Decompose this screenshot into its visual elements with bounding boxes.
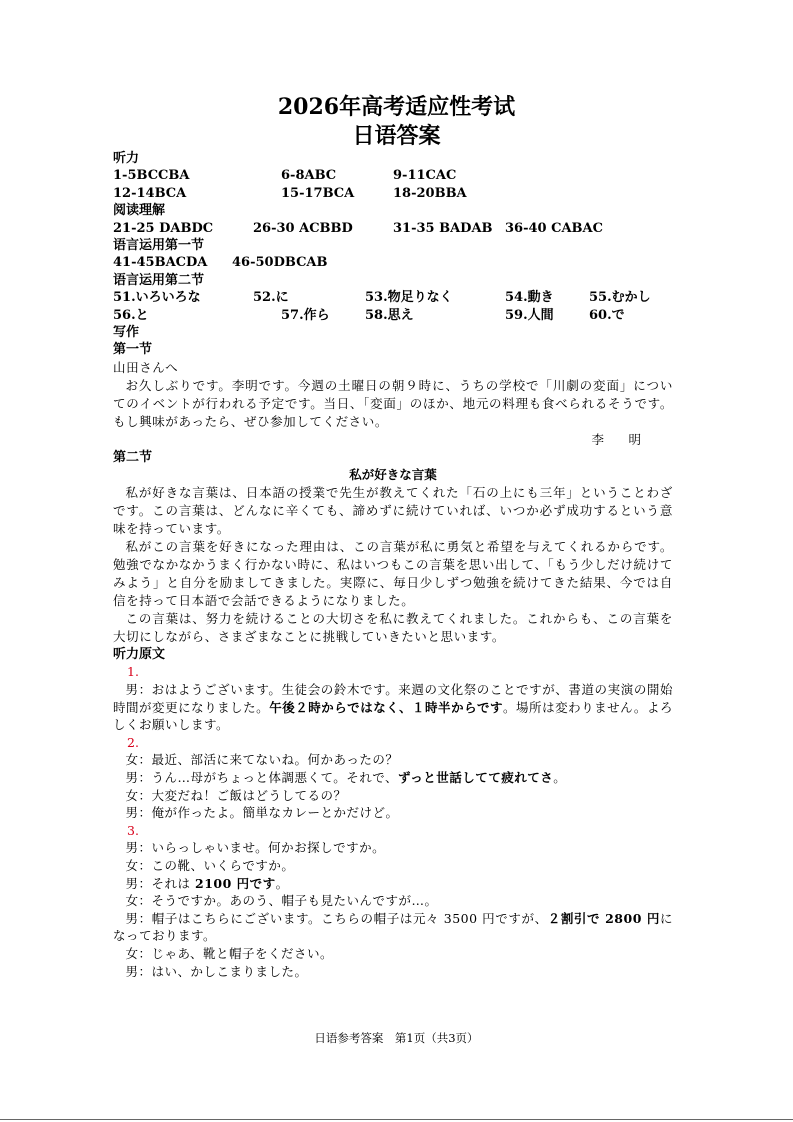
answer-cell: 26-30 ACBBD (253, 220, 353, 236)
essay-paragraph: この言葉は、努力を続けることの大切さを私に教えてくれました。これからも、この言葉を大切にしながら、さまざまなことに挑戦していきたいと思います。 (113, 611, 673, 645)
dialogue-line: 男：はい、かしこまりました。 (125, 963, 308, 979)
reading-heading: 阅读理解 (113, 203, 166, 219)
answer-cell: 21-25 DABDC (113, 220, 214, 236)
answer-cell: 6-8ABC (281, 168, 337, 184)
answer-cell: 53.物足りなく (365, 290, 453, 306)
answer-cell: 56.と (113, 307, 149, 323)
dialogue-text: 男：それは (125, 875, 191, 891)
essay-paragraph: 私がこの言葉を好きになった理由は、この言葉が私に勇気と希望を与えてくれるからです。勉強でなかなかうまく行かない時に、私はいつもこの言葉を思い出して、「もう少しだけ続けてみよう」と自分を励ましてきました。実際に、毎日少しずつ勉強を続けてきた結果、今では自信を持って日本語で会話できるようになりました。 (113, 539, 673, 609)
dialogue-line: 女：最近、部活に来てないね。何かあったの？ (125, 752, 399, 768)
answer-cell: 41-45BACDA (113, 255, 208, 271)
answer-cell: 12-14BCA (113, 185, 187, 201)
dialogue-text: 男：帽子はこちらにございます。こちらの帽子は元々 3500 円ですが、 (125, 910, 548, 926)
dialogue-key-point: ずっと世話してて疲れてさ (398, 770, 554, 786)
exam-title: 2026年高考适应性考试 (277, 94, 516, 120)
answer-row (113, 167, 673, 184)
answer-row (113, 220, 673, 237)
answer-cell: 54.動き (505, 290, 554, 306)
dialogue-text: 。場所は変わりません。よろしくお願いします。 (113, 699, 673, 733)
question-number: 2. (127, 734, 139, 750)
listening-heading: 听力 (113, 151, 140, 166)
answer-cell: 58.思え (365, 307, 414, 323)
dialogue-text: になっております。 (113, 910, 673, 944)
dialogue-key-point: ２割引で 2800 円 (547, 910, 660, 926)
essay-paragraph: 私が好きな言葉は、日本語の授業で先生が教えてくれた「石の上にも三年」ということわざです。この言葉は、どんなに辛くても、諦めずに続けていれば、いつか必ず成功するという意味を持っています。 (113, 485, 673, 537)
answer-cell: 31-35 BADAB (393, 220, 493, 236)
answer-cell: 36-40 CABAC (505, 220, 603, 236)
letter-body: お久しぶりです。李明です。今週の土曜日の朝９時に、うちの学校で「川劇の変面」についてのイベントが行われる予定です。当日、「変面」のほか、地元の料理も食べられるそうです。もし興味があったら、ぜひ参加してください。 (113, 377, 673, 429)
answer-cell: 52.に (253, 290, 289, 306)
dialogue-line: 女：じゃあ、靴と帽子をください。 (125, 945, 334, 961)
answer-cell: 18-20BBA (393, 185, 467, 201)
usage1-heading: 语言运用第一节 (113, 237, 205, 253)
dialogue-text: 。 (553, 770, 567, 786)
writing-heading: 写作 (113, 324, 140, 340)
dialogue-line (113, 769, 673, 787)
essay-title: 私が好きな言葉 (349, 467, 437, 483)
exam-subtitle: 日语答案 (352, 123, 441, 149)
page-footer: 日语参考答案 第1页（共3页） (314, 1031, 479, 1045)
answer-row (113, 307, 673, 324)
answer-cell: 59.人間 (505, 307, 554, 323)
writing-part2-heading: 第二节 (113, 449, 153, 465)
dialogue-text: 男：うん…母がちょっと体調悪くて。それで、 (125, 770, 399, 786)
dialogue-line (113, 875, 673, 893)
dialogue-line: 男：俺が作ったよ。簡単なカレーとかだけど。 (125, 805, 399, 821)
answer-cell: 60.で (589, 307, 625, 323)
dialogue-line (113, 681, 673, 734)
dialogue-line: 女：大変だね！ご飯はどうしてるの？ (125, 787, 347, 803)
question-number: 3. (127, 822, 139, 838)
question-number: 1. (127, 664, 139, 680)
answer-cell: 9-11CAC (393, 168, 457, 184)
dialogue-line: 女：そうですか。あのう、帽子も見たいんですが…。 (125, 893, 438, 909)
dialogue-line (113, 910, 673, 945)
transcript-heading: 听力原文 (113, 647, 166, 663)
dialogue-text: 。 (275, 875, 289, 891)
answer-content (113, 150, 673, 980)
usage2-heading: 语言运用第二节 (113, 272, 205, 288)
dialogue-line: 男：いらっしゃいませ。何かお探しですか。 (125, 840, 386, 856)
answer-cell: 46-50DBCAB (232, 255, 328, 271)
answer-row (113, 185, 673, 202)
answer-cell: 57.作ら (281, 307, 330, 323)
answer-cell: 51.いろいろな (113, 290, 201, 306)
answer-cell: 15-17BCA (281, 185, 355, 201)
dialogue-key-point: 2100 円です (195, 875, 276, 891)
dialogue-text: 男：おはようございます。生徒会の鈴木です。来週の文化祭のことですが、書道の実演の開始時間が変更になりました。 (113, 682, 673, 715)
dialogue-line: 女：この靴、いくらですか。 (125, 858, 295, 873)
answer-row (113, 289, 673, 306)
answer-cell: 55.むかし (589, 290, 651, 306)
letter-salutation: 山田さんへ (113, 359, 179, 375)
answer-row (113, 254, 673, 271)
writing-part1-heading: 第一节 (113, 342, 153, 358)
page-bottom-divider (0, 1119, 793, 1120)
letter-signature: 李 明 (591, 431, 647, 447)
answer-cell: 1-5BCCBA (113, 168, 190, 184)
dialogue-key-point: 午後２時からではなく、１時半からです (269, 699, 504, 715)
